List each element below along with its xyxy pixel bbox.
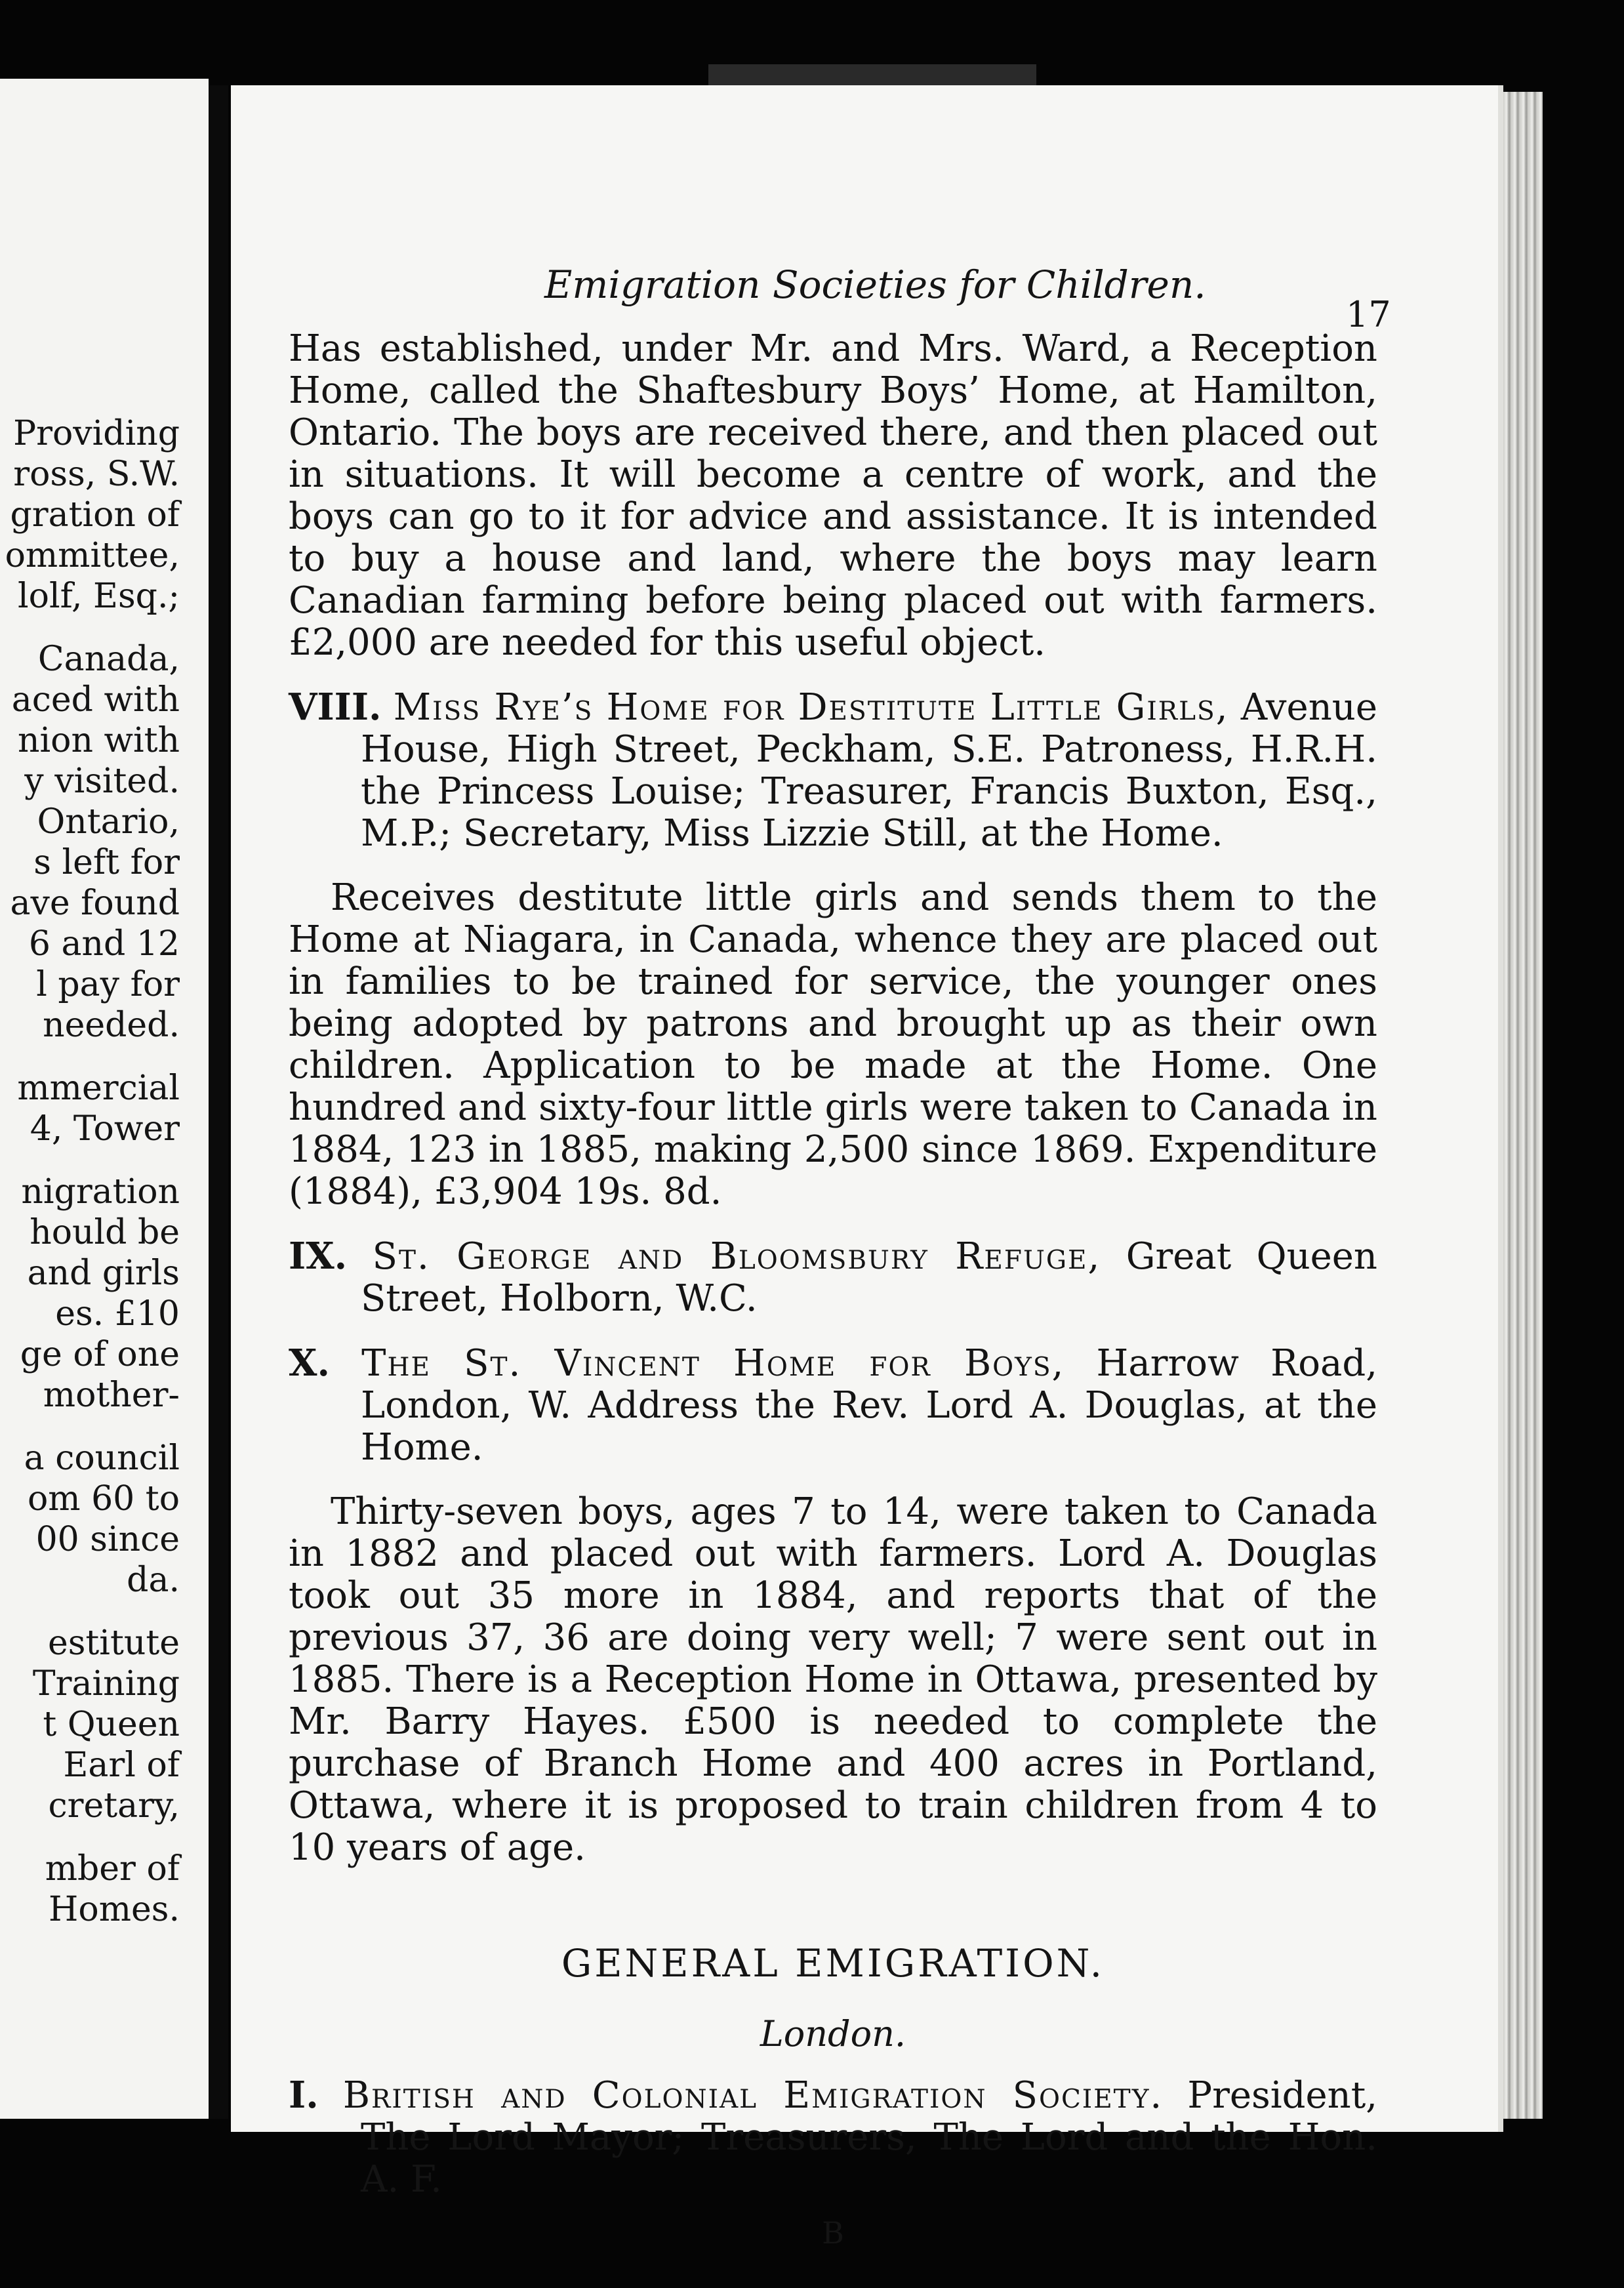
left-page-fragment: da. bbox=[127, 1561, 180, 1600]
section-title: GENERAL EMIGRATION. bbox=[561, 1941, 1105, 1986]
left-page-fragment: Homes. bbox=[49, 1890, 180, 1929]
entry-title: British and Colonial Emigration Society. bbox=[342, 2074, 1164, 2117]
entry-body: Thirty-seven boys, ages 7 to 14, were taken to Canada in 1882 and placed out with farmers. Lord A. Douglas took out 35 more in 1884, and reports that of the previous 37, 36 are doing very well; 7 were sent out in 1885. There is a Reception Home in Ottawa, presented by Mr. Barry Hayes. £500 is needed to complete the purchase of Branch Home and 400 acres in Portland, Ottawa, where it is proposed to train children from 4 to 10 years of age. bbox=[289, 1490, 1377, 1869]
page-edges bbox=[1503, 92, 1543, 2119]
left-page-fragment: mmercial bbox=[17, 1069, 180, 1108]
left-page-fragment: 4, Tower bbox=[30, 1109, 180, 1149]
entry-numeral: X. bbox=[289, 1341, 330, 1385]
left-page-fragment: Providing bbox=[13, 414, 180, 453]
page-number: 17 bbox=[1346, 294, 1391, 335]
left-page-fragment: mother- bbox=[43, 1376, 180, 1415]
left-page-fragment: om 60 to bbox=[27, 1479, 180, 1519]
entry-ix bbox=[289, 1235, 1377, 1320]
left-page-fragment: lolf, Esq.; bbox=[18, 577, 180, 616]
signature-mark: B bbox=[822, 2215, 844, 2251]
left-page-fragment: Canada, bbox=[37, 640, 180, 679]
left-page-fragment: nigration bbox=[21, 1172, 180, 1212]
entry-x bbox=[289, 1342, 1377, 1469]
left-page-fragment: t Queen bbox=[43, 1705, 180, 1744]
left-page-fragment: ommittee, bbox=[5, 536, 180, 575]
entry-title: St. George and Bloomsbury Refuge, bbox=[372, 1235, 1101, 1278]
page-tab bbox=[708, 64, 1036, 88]
page-content bbox=[289, 328, 1377, 2251]
entry-title: The St. Vincent Home for Boys, bbox=[361, 1342, 1065, 1385]
opening-paragraph: Has established, under Mr. and Mrs. Ward, a Reception Home, called the Shaftesbury Boys’ Home, at Hamilton, Ontario. The boys are received there, and then placed out in situations. It will become a centre of work, and the boys can go to it for advice and assistance. It is intended to buy a house and land, where the boys may learn Canadian farming before being placed out with farmers. £2,000 are needed for this useful object. bbox=[289, 327, 1377, 664]
entry-title: Miss Rye’s Home for Destitute Little Girls, bbox=[393, 686, 1229, 729]
left-page-fragment: estitute bbox=[47, 1624, 180, 1663]
entry-viii bbox=[289, 686, 1377, 855]
left-page-fragment: needed. bbox=[43, 1006, 180, 1045]
left-page-fragment: gration of bbox=[10, 495, 180, 535]
running-head: Emigration Societies for Children. bbox=[544, 262, 1206, 307]
entry-details: Harrow Road, London, W. Address the Rev. Lord A. Douglas, at the Home. bbox=[361, 1342, 1377, 1469]
left-page-fragment: 00 since bbox=[35, 1520, 180, 1559]
left-page-fragment: nion with bbox=[18, 721, 180, 760]
entry-numeral: I. bbox=[289, 2074, 319, 2117]
entry-details: Avenue House, High Street, Peckham, S.E. Patroness, H.R.H. the Princess Louise; Treasurer, Francis Buxton, Esq., M.P.; Secretary, Miss Lizzie Still, at the Home. bbox=[361, 686, 1377, 855]
left-page-fragment: es. £10 bbox=[55, 1294, 180, 1334]
left-page bbox=[0, 79, 209, 2119]
entry-body: Receives destitute little girls and sends them to the Home at Niagara, in Canada, whence they are placed out in families to be trained for service, the younger ones being adopted by patrons and brought up as their own children. Application to be made at the Home. One hundred and sixty-four little girls were taken to Canada in 1884, 123 in 1885, making 2,500 since 1869. Expenditure (1884), £3,904 19s. 8d. bbox=[289, 876, 1377, 1213]
left-page-fragment: Ontario, bbox=[37, 802, 180, 842]
left-page-fragment: and girls bbox=[27, 1254, 180, 1293]
left-page-fragment: hould be bbox=[30, 1213, 180, 1252]
left-page-fragment: ave found bbox=[10, 884, 180, 923]
left-page-fragment: cretary, bbox=[48, 1786, 180, 1826]
left-page-fragment: y visited. bbox=[24, 762, 180, 801]
left-page-fragment: aced with bbox=[11, 680, 180, 720]
entry-details: Great Queen Street, Holborn, W.C. bbox=[361, 1235, 1377, 1320]
entry-details: President, The Lord Mayor; Treasurers, The Lord and the Hon. A. F. bbox=[361, 2074, 1378, 2201]
section-subtitle: London. bbox=[760, 2013, 906, 2054]
left-page-fragment: ross, S.W. bbox=[13, 455, 180, 494]
book-gutter bbox=[209, 85, 228, 2119]
left-page-fragment: Earl of bbox=[63, 1746, 180, 1785]
left-page-fragment: s left for bbox=[33, 843, 180, 882]
left-page-fragment: 6 and 12 bbox=[28, 924, 180, 964]
entry-numeral: VIII. bbox=[289, 685, 382, 729]
left-page-fragment: mber of bbox=[45, 1849, 180, 1889]
left-page-fragment: l pay for bbox=[36, 965, 180, 1004]
left-page-fragment: ge of one bbox=[20, 1335, 180, 1374]
entry-i bbox=[289, 2074, 1377, 2201]
left-page-fragment: Training bbox=[32, 1664, 180, 1704]
entry-numeral: IX. bbox=[289, 1235, 348, 1278]
left-page-fragment: a council bbox=[24, 1439, 180, 1478]
